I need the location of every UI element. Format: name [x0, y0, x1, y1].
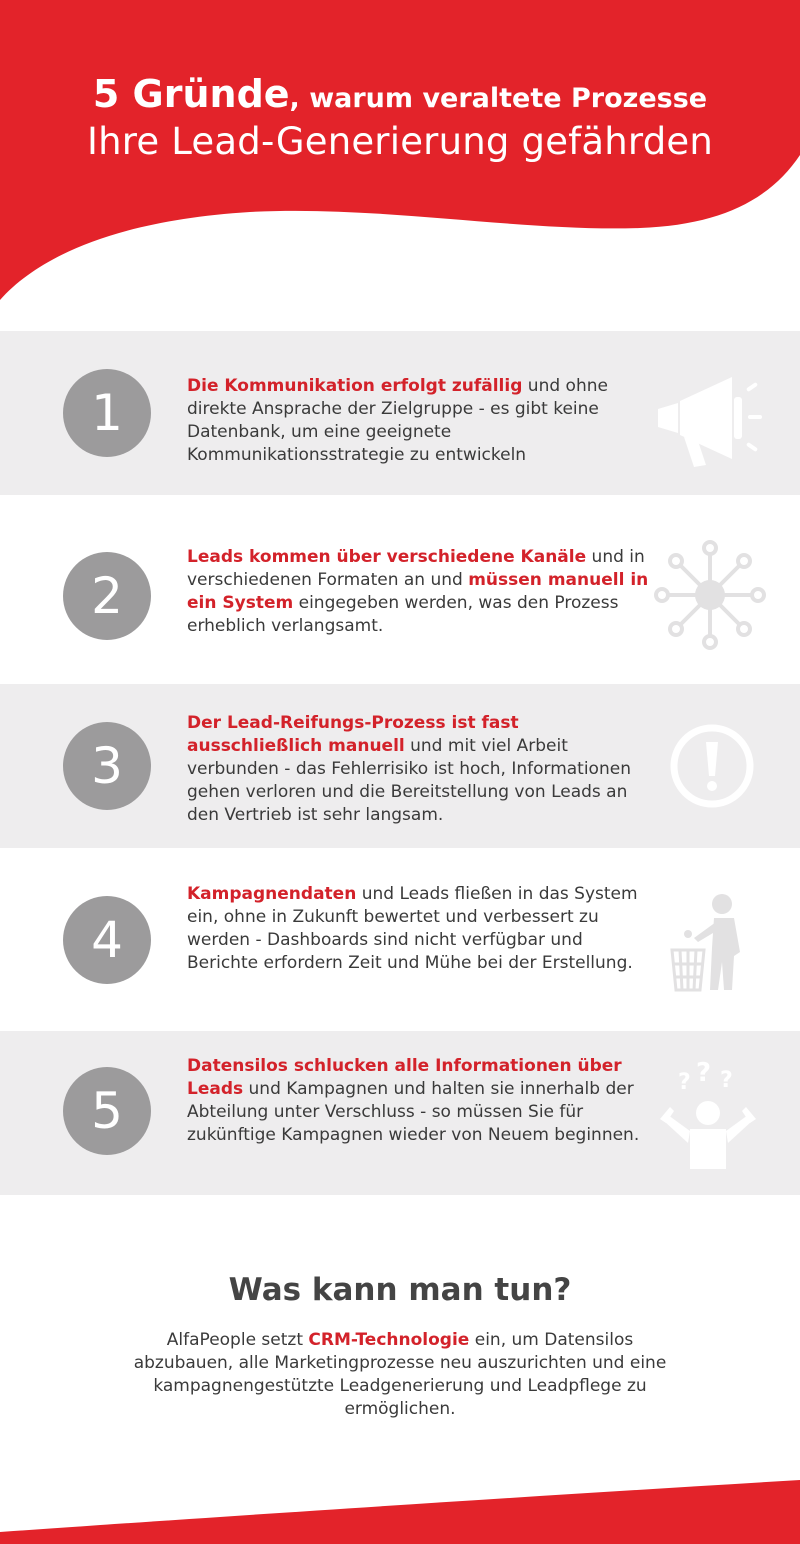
cta-text-part-1: AlfaPeople setzt: [166, 1330, 309, 1350]
step-highlight: Die Kommunikation erfolgt zufällig: [187, 376, 523, 396]
megaphone-icon: [650, 359, 770, 469]
title-number: 5 Gründe: [92, 72, 290, 116]
step-number-circle: 5: [63, 1067, 151, 1155]
step-body: und Kampagnen und halten sie innerhalb der Abteilung unter Verschluss - so müssen Sie für zukünftige Kampagnen wieder von Neuem beginnen.: [187, 1079, 640, 1145]
step-number-circle: 1: [63, 369, 151, 457]
step-highlight: Datensilos schlucken alle Informationen über Leads: [187, 1056, 622, 1099]
step-text: [187, 712, 657, 827]
step-text: [187, 375, 657, 467]
step-body: und mit viel Arbeit verbunden - das Fehlerrisiko ist hoch, Informationen gehen verloren und die Bereitstellung von Leads an den Vertrieb ist sehr langsam.: [187, 736, 631, 825]
svg-text:?: ?: [696, 1059, 712, 1088]
title: [0, 72, 800, 116]
warning-icon: [650, 714, 770, 824]
step-body: und Leads fließen in das System ein, ohne in Zukunft bewertet und verbessert zu werden - Dashboards sind nicht verfügbar und Berichte erfordern Zeit und Mühe bei der Erstellung.: [187, 884, 638, 973]
step-highlight: Der Lead-Reifungs-Prozess ist fast ausschließlich manuell: [187, 713, 519, 756]
cta-highlight: CRM-Technologie: [308, 1330, 470, 1350]
cta-title: Was kann man tun?: [228, 1272, 572, 1308]
step-text: [187, 883, 657, 975]
subtitle: Ihre Lead-Generierung gefährden: [86, 120, 713, 163]
step-body-2: eingegeben werden, was den Prozess erheblich verlangsamt.: [187, 593, 619, 636]
cta-text-part-2: ein, um Datensilos abzubauen, alle Marketingprozesse neu auszurichten und eine kampagnengestützte Leadgenerierung und Leadpflege zu ermöglichen.: [133, 1330, 667, 1419]
network-icon: [650, 540, 770, 650]
cta-text: [130, 1329, 670, 1421]
step-number-circle: 3: [63, 722, 151, 810]
title-rest: , warum veraltete Prozesse: [289, 83, 708, 114]
svg-text:?: ?: [720, 1068, 733, 1093]
step-highlight: Kampagnendaten: [187, 884, 357, 904]
step-1: [0, 331, 800, 495]
step-text: [187, 1055, 657, 1147]
step-text: [187, 546, 657, 638]
step-number-circle: 4: [63, 896, 151, 984]
step-4: [0, 852, 800, 1016]
step-number-circle: 2: [63, 552, 151, 640]
step-highlight-2: müssen manuell in ein System: [187, 570, 649, 613]
step-3: [0, 684, 800, 848]
step-body: und ohne direkte Ansprache der Zielgruppe - es gibt keine Datenbank, um eine geeignete Kommunikationsstrategie zu entwickeln: [187, 376, 608, 465]
step-2: [0, 510, 800, 674]
trash-person-icon: [650, 886, 770, 996]
step-highlight: Leads kommen über verschiedene Kanäle: [187, 547, 587, 567]
step-body: und in verschiedenen Formaten an und: [187, 547, 645, 590]
svg-text:?: ?: [678, 1070, 691, 1095]
step-5: [0, 1031, 800, 1195]
footer-background: [0, 1470, 800, 1544]
confused-person-icon: [650, 1059, 770, 1169]
